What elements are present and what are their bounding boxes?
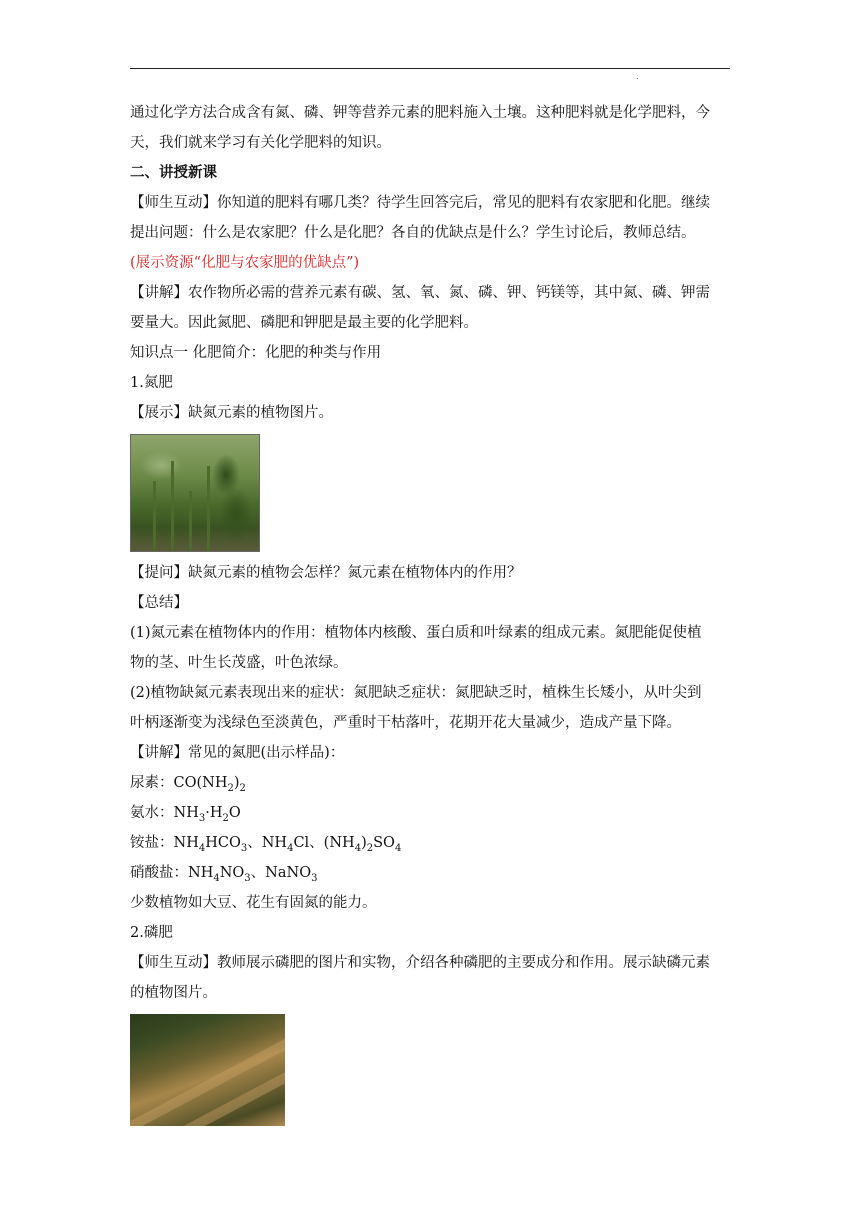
nitrogen-title: 1.氮肥 xyxy=(130,375,173,391)
resource-note: (展示资源“化肥与农家肥的优缺点”) xyxy=(130,255,360,271)
urea-label: 尿素： xyxy=(130,775,174,791)
header-dot: . xyxy=(636,72,639,81)
summary-2-line-2: 叶柄逐渐变为浅绿色至淡黄色，严重时干枯落叶，花期开花大量减少，造成产量下降。 xyxy=(130,715,681,731)
fixation-line: 少数植物如大豆、花生有固氮的能力。 xyxy=(130,895,377,911)
nitrate-line xyxy=(130,858,730,888)
interaction-line-1: 【师生互动】你知道的肥料有哪几类？待学生回答完后，常见的肥料有农家肥和化肥。继续 xyxy=(130,195,710,211)
show-line: 【展示】缺氮元素的植物图片。 xyxy=(130,405,333,421)
knowledge-point-title: 知识点一 化肥简介：化肥的种类与作用 xyxy=(130,345,382,361)
phosphorus-title: 2.磷肥 xyxy=(130,925,173,941)
ammonia-part-2: ·H xyxy=(205,805,223,821)
section-title: 二、讲授新课 xyxy=(130,164,217,181)
summary-1-line-1: (1)氮元素在植物体内的作用：植物体内核酸、蛋白质和叶绿素的组成元素。氮肥能促使植 xyxy=(130,625,702,641)
interaction-2-line-2: 的植物图片。 xyxy=(130,985,217,1001)
summary-1-line-2: 物的茎、叶生长茂盛，叶色浓绿。 xyxy=(130,655,348,671)
ammonia-part-3: O xyxy=(228,805,241,821)
question-line: 【提问】缺氮元素的植物会怎样？氮元素在植物体内的作用？ xyxy=(130,565,522,581)
phosphorus-deficient-crop-image xyxy=(130,1014,285,1126)
nitrogen-deficient-plant-image xyxy=(130,434,260,552)
urea-close: ) xyxy=(233,775,240,791)
explain-nitrogen-fertilizers: 【讲解】常见的氮肥(出示样品)： xyxy=(130,745,345,761)
explain-line-2: 要量大。因此氮肥、磷肥和钾肥是最主要的化学肥料。 xyxy=(130,315,478,331)
ammonium-label: 铵盐： xyxy=(130,835,174,851)
explain-line-1: 【讲解】农作物所必需的营养元素有碳、氢、氧、氮、磷、钾、钙镁等，其中氮、磷、钾需 xyxy=(130,285,710,301)
interaction-line-2: 提出问题：什么是农家肥？什么是化肥？各自的优缺点是什么？学生讨论后，教师总结。 xyxy=(130,225,696,241)
ammonia-subscript-2: 2 xyxy=(222,812,229,824)
ammonia-line xyxy=(130,798,730,828)
summary-title: 【总结】 xyxy=(130,595,188,611)
nitrate-label: 硝酸盐： xyxy=(130,865,188,881)
nitrate-formulas: $NH_4NO_3$、NaNO$_3$ xyxy=(188,865,318,884)
urea-subscript: 2 xyxy=(227,782,234,794)
urea-subscript-2: 2 xyxy=(239,782,246,794)
intro-line-2: 天，我们就来学习有关化学肥料的知识。 xyxy=(130,135,391,151)
ammonia-label: 氨水： xyxy=(130,805,174,821)
urea-formula: CO(NH xyxy=(173,775,228,791)
intro-line-1: 通过化学方法合成含有氮、磷、钾等营养元素的肥料施入土壤。这种肥料就是化学肥料，今 xyxy=(130,105,710,121)
urea-line xyxy=(130,768,730,798)
ammonia-part-1: NH xyxy=(173,805,199,821)
header-rule xyxy=(130,68,730,69)
document-body xyxy=(130,98,730,1132)
summary-2-line-1: (2)植物缺氮元素表现出来的症状：氮肥缺乏症状：氮肥缺乏时，植株生长矮小，从叶尖到 xyxy=(130,685,702,701)
ammonium-formulas: $NH_4HCO_3$、$NH_4Cl$、$(NH_4)_2SO_4$ xyxy=(173,835,402,854)
ammonium-line xyxy=(130,828,730,858)
ammonia-subscript-1: 3 xyxy=(198,812,206,824)
interaction-2-line-1: 【师生互动】教师展示磷肥的图片和实物，介绍各种磷肥的主要成分和作用。展示缺磷元素 xyxy=(130,955,710,971)
